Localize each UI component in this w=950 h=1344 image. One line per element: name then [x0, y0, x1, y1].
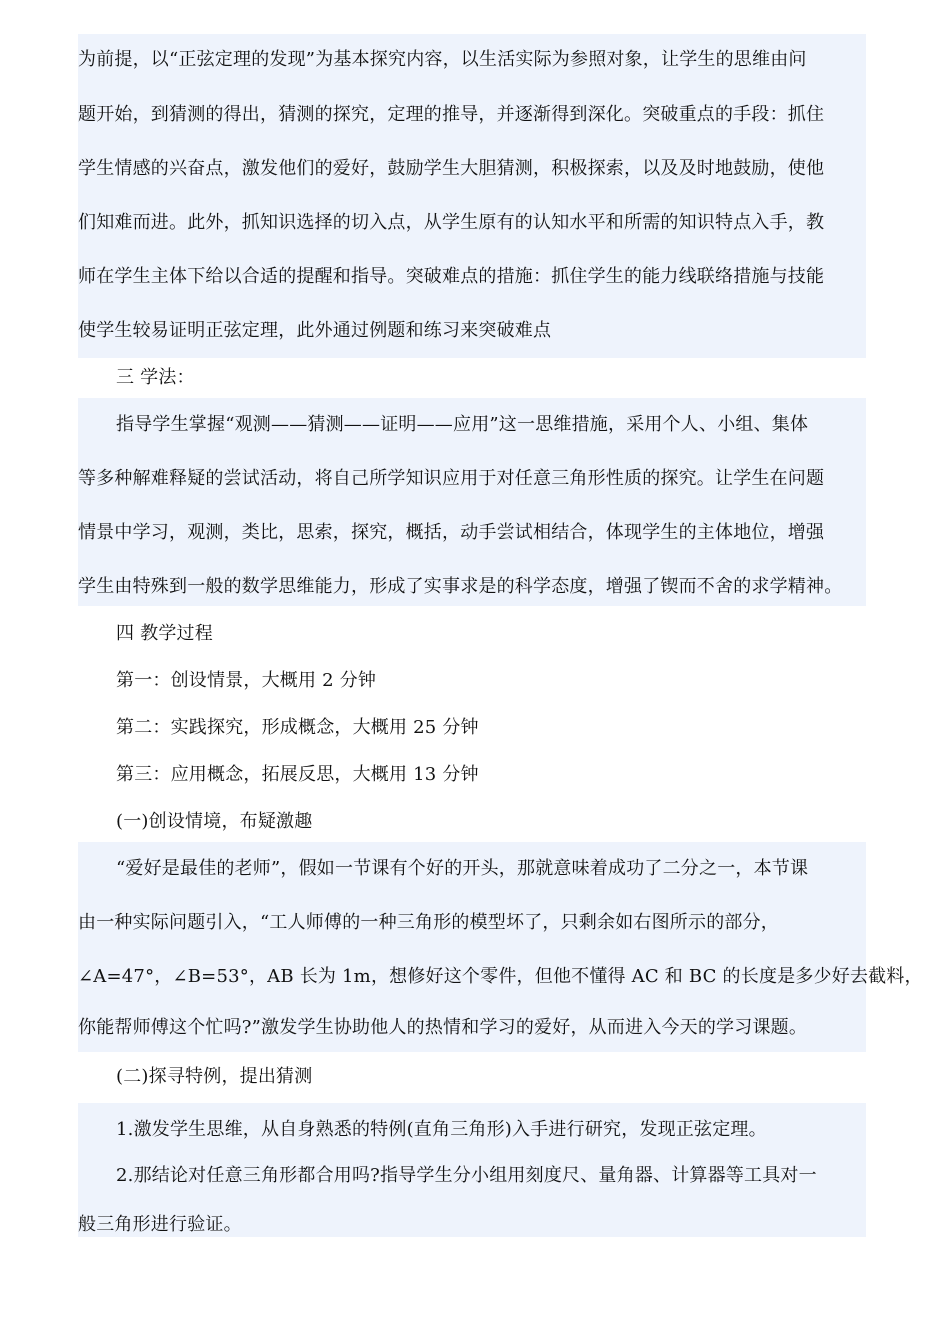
text-line: 为前提，以“正弦定理的发现”为基本探究内容，以生活实际为参照对象，让学生的思维由问 — [78, 49, 807, 70]
text-line: 学生情感的兴奋点，激发他们的爱好，鼓励学生大胆猜测，积极探索，以及及时地鼓励，使他 — [78, 158, 825, 179]
text-line: 们知难而进。此外，抓知识选择的切入点，从学生原有的认知水平和所需的知识特点入手，教 — [78, 212, 825, 233]
text-line: 使学生较易证明正弦定理，此外通过例题和练习来突破难点 — [78, 320, 552, 341]
text-line: “爱好是最佳的老师”，假如一节课有个好的开头，那就意味着成功了二分之一，本节课 — [116, 858, 809, 879]
text-line: 题开始，到猜测的得出，猜测的探究，定理的推导，并逐渐得到深化。突破重点的手段：抓住 — [78, 104, 825, 125]
text-line: 般三角形进行验证。 — [78, 1214, 242, 1235]
text-line: 你能帮师傅这个忙吗?”激发学生协助他人的热情和学习的爱好，从而进入今天的学习课题。 — [78, 1017, 808, 1038]
subsection-heading: (二)探寻特例，提出猜测 — [116, 1066, 313, 1087]
text-line: ∠A=47°，∠B=53°，AB 长为 1m，想修好这个零件，但他不懂得 AC 和 BC 的长度是多少好去截料， — [78, 966, 923, 987]
text-line: 情景中学习，观测，类比，思索，探究，概括，动手尝试相结合，体现学生的主体地位，增强 — [78, 522, 825, 543]
text-line: 第三：应用概念，拓展反思，大概用 13 分钟 — [116, 764, 479, 785]
section-heading: 三 学法： — [116, 367, 195, 388]
subsection-heading: (一)创设情境，布疑激趣 — [116, 811, 313, 832]
text-line: 指导学生掌握“观测——猜测——证明——应用”这一思维措施，采用个人、小组、集体 — [116, 414, 809, 435]
text-line: 师在学生主体下给以合适的提醒和指导。突破难点的措施：抓住学生的能力线联络措施与技能 — [78, 266, 825, 287]
text-line: 第一：创设情景，大概用 2 分钟 — [116, 670, 377, 691]
text-line: 由一种实际问题引入，“工人师傅的一种三角形的模型坏了，只剩余如右图所示的部分， — [78, 912, 779, 933]
text-line: 第二：实践探究，形成概念，大概用 25 分钟 — [116, 717, 479, 738]
section-heading: 四 教学过程 — [116, 623, 213, 644]
text-line: 学生由特殊到一般的数学思维能力，形成了实事求是的科学态度，增强了锲而不舍的求学精神。 — [78, 576, 843, 597]
text-line: 2.那结论对任意三角形都合用吗?指导学生分小组用刻度尺、量角器、计算器等工具对一 — [116, 1165, 817, 1186]
text-line: 1.激发学生思维，从自身熟悉的特例(直角三角形)入手进行研究，发现正弦定理。 — [116, 1119, 767, 1140]
text-line: 等多种解难释疑的尝试活动，将自己所学知识应用于对任意三角形性质的探究。让学生在问题 — [78, 468, 825, 489]
